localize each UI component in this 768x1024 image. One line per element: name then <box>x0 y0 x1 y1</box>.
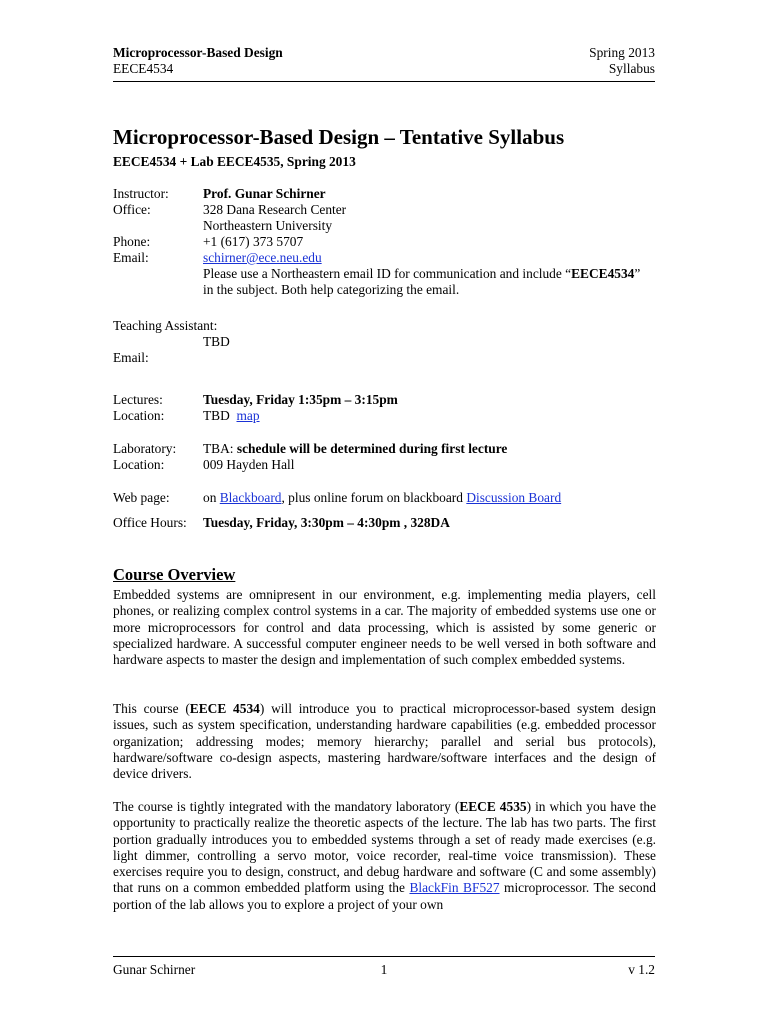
office-address-line1: 328 Dana Research Center <box>203 202 347 217</box>
lab-schedule: schedule will be determined during first lecture <box>236 441 508 456</box>
document-subtitle: EECE4534 + Lab EECE4535, Spring 2013 <box>113 154 356 169</box>
webpage-prefix: on <box>203 490 220 505</box>
office-hours-block <box>113 515 658 531</box>
ta-block <box>113 318 658 368</box>
p3-text-middle: ) in which you have the opportunity to practically realize the theoretic aspects of the lecture. The lab has two parts. The first portion gradually introduces you to embedded systems through a set of ready made exercises (e.g. light dimmer, controlling a servo motor, voice recorder, real-time voice transmission). These exercises require you to design, construct, and debug hardware and software (C and some assembly) that runs on a common embedded platform using the <box>113 799 657 896</box>
map-link[interactable]: map <box>236 408 260 423</box>
webpage-block <box>113 490 658 506</box>
email-note-text: Please use a Northeastern email ID for communication and include “ <box>203 266 572 281</box>
course-overview-heading: Course Overview <box>113 565 236 584</box>
lab-location-label: Location: <box>113 457 165 472</box>
lectures-time: Tuesday, Friday 1:35pm – 3:15pm <box>203 392 398 407</box>
p2-course-code: EECE 4534 <box>189 701 260 716</box>
phone-number: +1 (617) 373 5707 <box>203 234 304 249</box>
footer-version: v 1.2 <box>628 962 655 977</box>
webpage-middle: , plus online forum on blackboard <box>281 490 467 505</box>
office-hours-label: Office Hours: <box>113 515 187 530</box>
email-link[interactable]: schirner@ece.neu.edu <box>203 250 322 265</box>
header-doc-type: Syllabus <box>608 61 655 76</box>
lectures-block <box>113 392 658 424</box>
ta-label: Teaching Assistant: <box>113 318 218 333</box>
lab-prefix: TBA: <box>203 441 237 456</box>
p2-text-end: ) will introduce you to practical microprocessor-based system design issues, such as system specification, understanding hardware capabilities (e.g. embedded processor organization; addressing modes; memory hierarchy; parallel and serial bus protocols), hardware/software co-design aspects, mastering hardware/software interfaces and the design of device drivers. <box>113 701 656 782</box>
ta-name: TBD <box>203 334 230 349</box>
instructor-block <box>113 186 658 300</box>
header-course-title: Microprocessor-Based Design <box>113 45 283 60</box>
footer-author: Gunar Schirner <box>113 962 196 977</box>
overview-paragraph-1: Embedded systems are omnipresent in our environment, e.g. implementing media players, cell phones, or realizing complex control systems in a car. The majority of embedded systems use one or more microprocessors for control and data processing, which is assisted by some generic or specialized hardware. A successful computer engineer needs to be well versed in both software and hardware aspects to master the design and implementation of such complex embedded systems. <box>113 587 656 668</box>
p3-text-start: The course is tightly integrated with the mandatory laboratory ( <box>113 799 460 814</box>
blackfin-link[interactable]: BlackFin BF527 <box>409 880 500 896</box>
lecture-location-label: Location: <box>113 408 165 423</box>
overview-paragraph-3 <box>113 799 656 913</box>
email-note-line2: in the subject. Both help categorizing the email. <box>203 282 460 297</box>
header-course-code: EECE4534 <box>113 61 174 76</box>
laboratory-label: Laboratory: <box>113 441 177 456</box>
blackboard-link[interactable]: Blackboard <box>219 490 282 505</box>
discussion-board-link[interactable]: Discussion Board <box>466 490 562 505</box>
document-title: Microprocessor-Based Design – Tentative Syllabus <box>113 125 565 149</box>
overview-paragraph-2 <box>113 701 656 782</box>
office-label: Office: <box>113 202 151 217</box>
email-label: Email: <box>113 250 149 265</box>
email-note-quote: ” <box>634 266 641 281</box>
page-header <box>113 45 655 82</box>
footer-page-number: 1 <box>380 962 388 977</box>
p2-text-start: This course ( <box>113 701 190 716</box>
instructor-name: Prof. Gunar Schirner <box>203 186 326 201</box>
instructor-label: Instructor: <box>113 186 169 201</box>
laboratory-block <box>113 441 658 473</box>
page-footer <box>113 956 655 978</box>
p3-lab-code: EECE 4535 <box>459 799 527 814</box>
webpage-label: Web page: <box>113 490 170 505</box>
phone-label: Phone: <box>113 234 151 249</box>
lectures-label: Lectures: <box>113 392 163 407</box>
email-note-course-code: EECE4534 <box>571 266 635 281</box>
ta-email-label: Email: <box>113 350 149 365</box>
lab-location: 009 Hayden Hall <box>203 457 295 472</box>
email-note <box>203 266 658 282</box>
office-hours-value: Tuesday, Friday, 3:30pm – 4:30pm , 328DA <box>203 515 450 530</box>
office-address-line2: Northeastern University <box>203 218 333 233</box>
header-term: Spring 2013 <box>589 45 655 60</box>
lecture-location: TBD <box>203 408 230 423</box>
p3-text-end: microprocessor. The second portion of the lab allows you to explore a project of your own <box>113 880 656 912</box>
